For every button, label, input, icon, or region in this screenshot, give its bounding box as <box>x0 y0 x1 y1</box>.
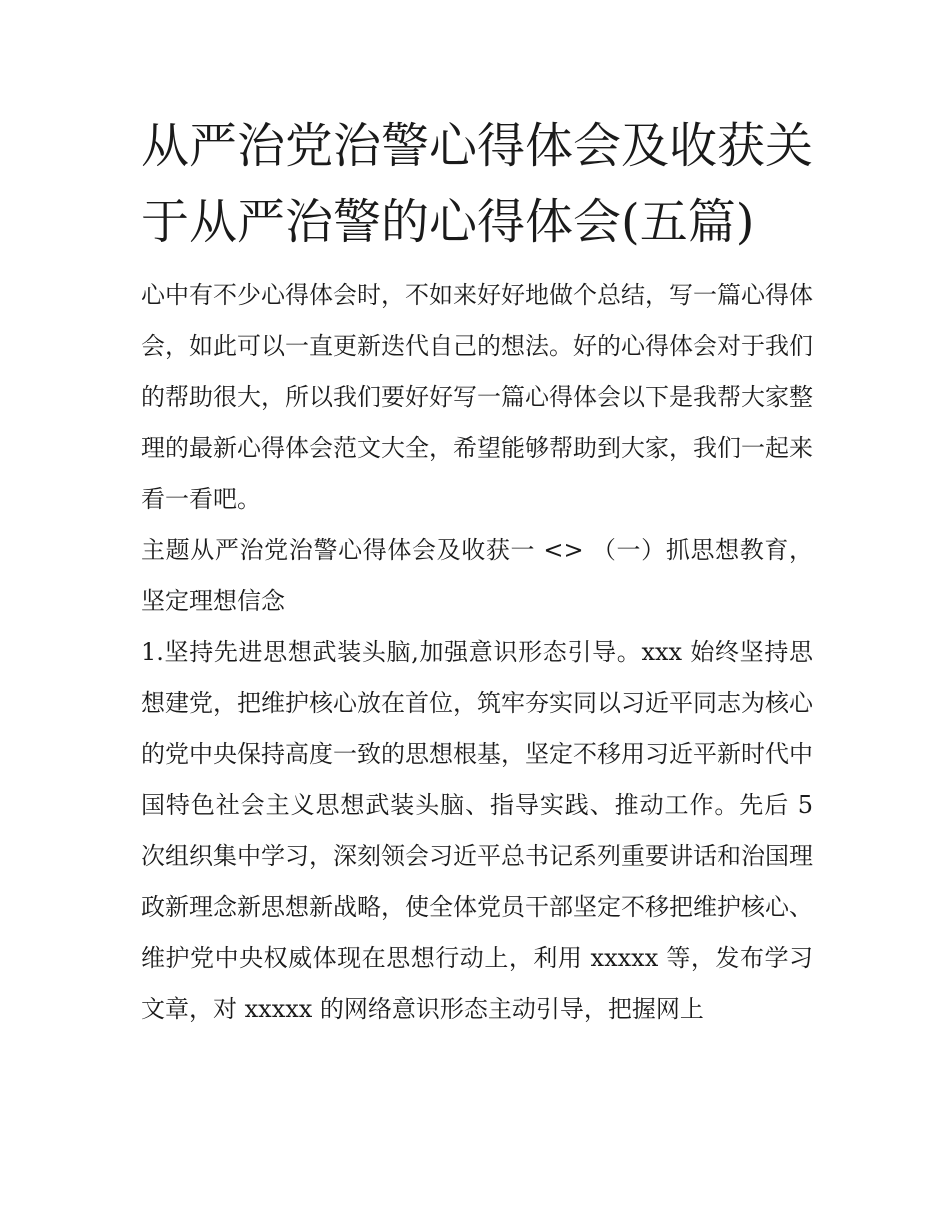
intro-paragraph: 心中有不少心得体会时，不如来好好地做个总结，写一篇心得体会，如此可以一直更新迭代自己的想法。好的心得体会对于我们的帮助很大，所以我们要好好写一篇心得体会以下是我帮大家整理的最新心得体会范文大全，希望能够帮助到大家，我们一起来看一看吧。 <box>141 281 813 513</box>
document-body <box>141 108 813 1035</box>
section-heading-paragraph: 主题从严治党治警心得体会及收获一 <> （一）抓思想教育，坚定理想信念 <box>141 536 813 615</box>
body-paragraph: 1.坚持先进思想武装头脑,加强意识形态引导。xxx 始终坚持思想建党，把维护核心放在首位，筑牢夯实同以习近平同志为核心的党中央保持高度一致的思想根基，坚定不移用习近平新时代中国特色社会主义思想武装头脑、指导实践、推动工作。先后 5 次组织集中学习，深刻领会习近平总书记系列重要讲话和治国理政新理念新思想新战略，使全体党员干部坚定不移把维护核心、维护党中央权威体现在思想行动上，利用 xxxxx 等，发布学习文章，对 xxxxx 的网络意识形态主动引导，把握网上 <box>141 638 813 1023</box>
document-title: 从严治党治警心得体会及收获关于从严治警的心得体会(五篇) <box>141 118 814 250</box>
